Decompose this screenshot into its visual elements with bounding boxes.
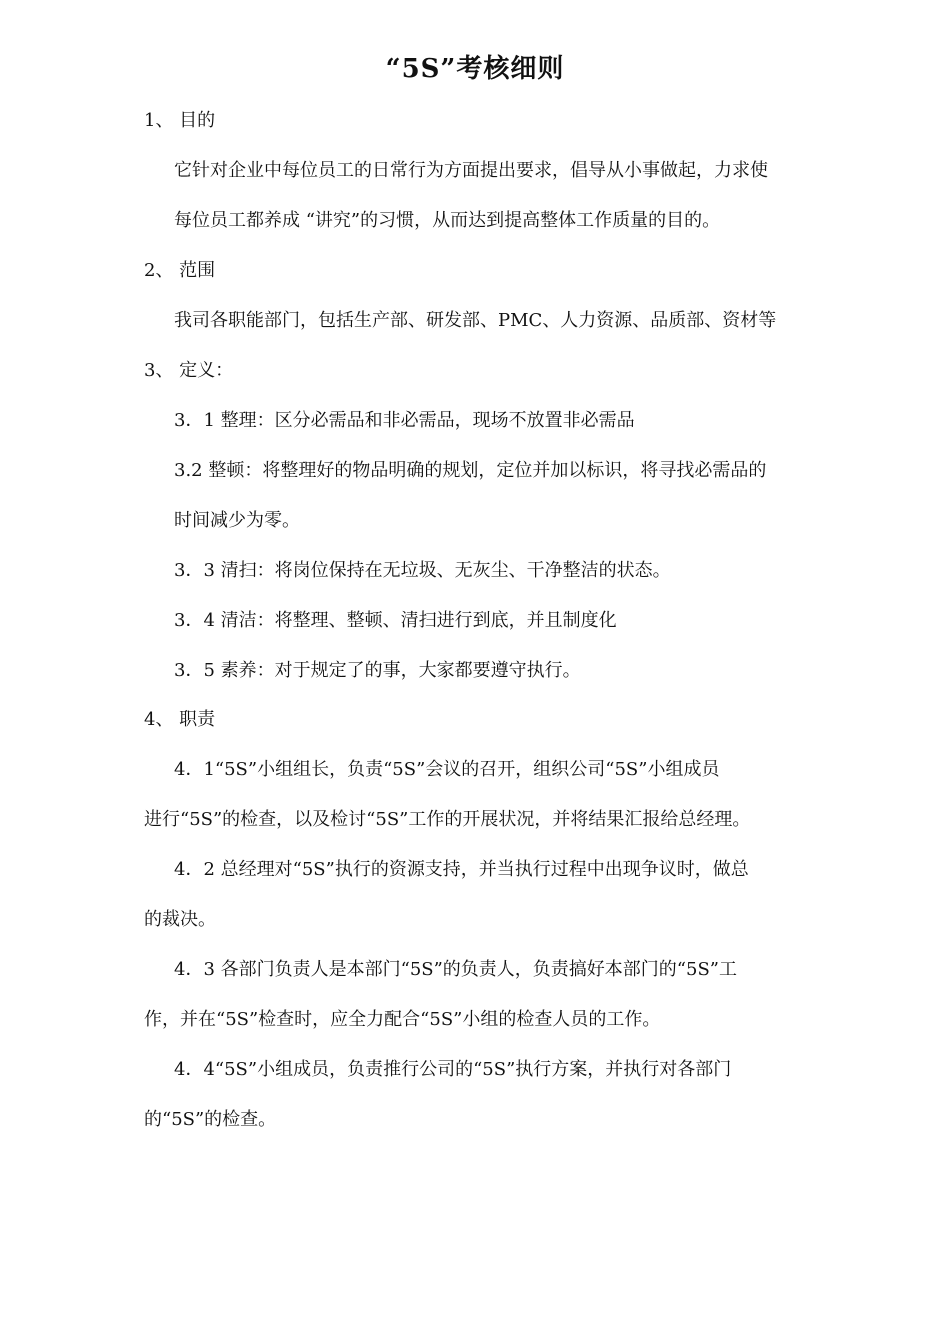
definition-3-2-line-2: 时间减少为零。 [174, 510, 300, 531]
duty-4-4-line-2: 的“5S”的检查。 [144, 1109, 277, 1130]
definition-3-5: 3．5 素养：对于规定了的事，大家都要遵守执行。 [174, 660, 581, 681]
duty-4-3-line-1: 4．3 各部门负责人是本部门“5S”的负责人，负责搞好本部门的“5S”工 [174, 959, 737, 980]
duty-4-2-line-2: 的裁决。 [144, 909, 216, 930]
purpose-text-line-1: 它针对企业中每位员工的日常行为方面提出要求，倡导从小事做起，力求使 [174, 160, 768, 181]
scope-text: 我司各职能部门，包括生产部、研发部、PMC、人力资源、品质部、资材等 [174, 310, 777, 331]
definition-3-4: 3．4 清洁：将整理、整顿、清扫进行到底，并且制度化 [174, 610, 617, 631]
duty-4-2-line-1: 4．2 总经理对“5S”执行的资源支持，并当执行过程中出现争议时，做总 [174, 859, 749, 880]
duty-4-1-line-2: 进行“5S”的检查，以及检讨“5S”工作的开展状况，并将结果汇报给总经理。 [144, 809, 751, 830]
duty-4-3-line-2: 作，并在“5S”检查时，应全力配合“5S”小组的检查人员的工作。 [144, 1009, 661, 1030]
section-1-heading: 1、 目的 [144, 110, 216, 131]
duty-4-1-line-1: 4．1“5S”小组组长，负责“5S”会议的召开，组织公司“5S”小组成员 [174, 759, 720, 780]
document-title: “5S”考核细则 [385, 54, 565, 84]
duty-4-4-line-1: 4．4“5S”小组成员，负责推行公司的“5S”执行方案，并执行对各部门 [174, 1059, 732, 1080]
section-3-heading: 3、 定义： [144, 360, 234, 381]
definition-3-2-line-1: 3.2 整顿：将整理好的物品明确的规划，定位并加以标识，将寻找必需品的 [174, 460, 767, 481]
section-4-heading: 4、 职责 [144, 709, 216, 730]
section-2-heading: 2、 范围 [144, 260, 216, 281]
purpose-text-line-2: 每位员工都养成 “讲究”的习惯，从而达到提高整体工作质量的目的。 [174, 210, 721, 231]
definition-3-3: 3．3 清扫：将岗位保持在无垃圾、无灰尘、干净整洁的状态。 [174, 560, 671, 581]
definition-3-1: 3．1 整理：区分必需品和非必需品，现场不放置非必需品 [174, 410, 635, 431]
